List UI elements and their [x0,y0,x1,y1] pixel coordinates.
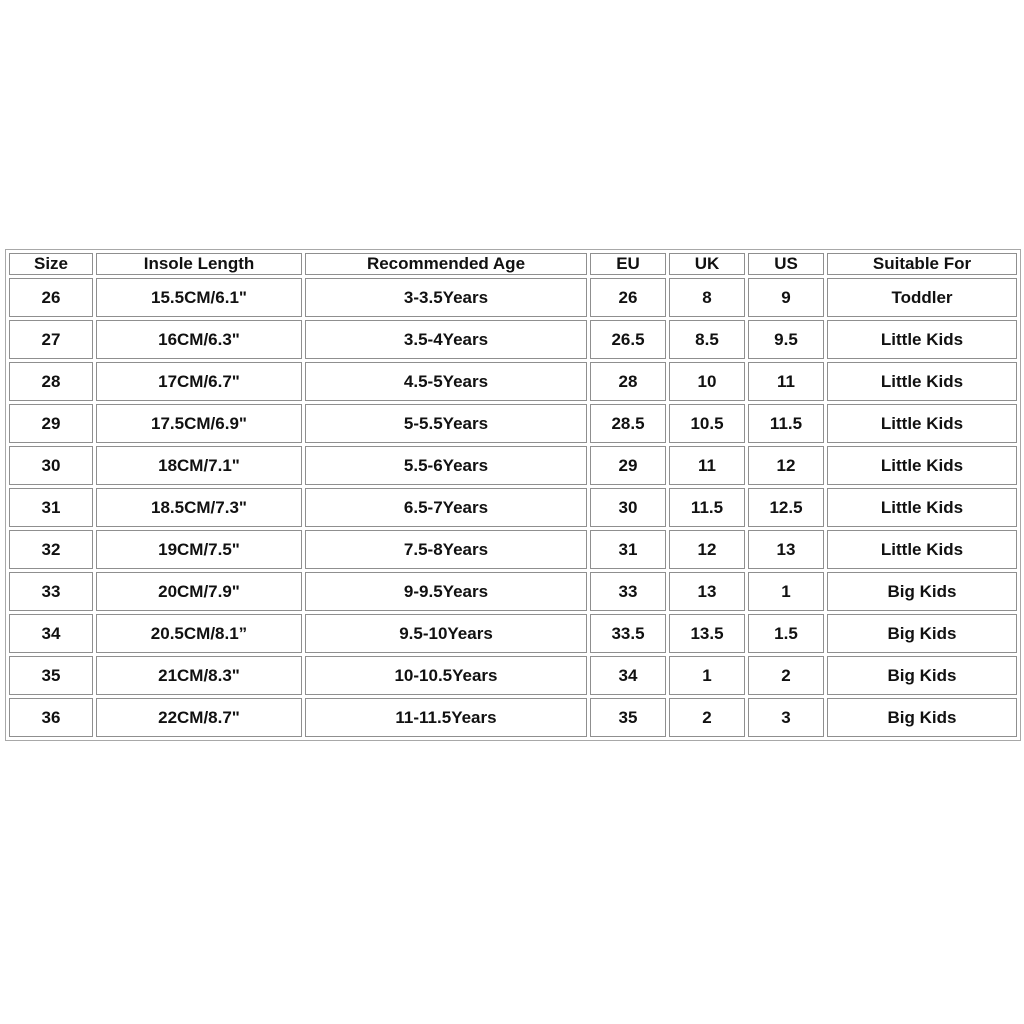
recommended-age-cell: 10-10.5Years [305,656,587,695]
suitable-for-cell: Big Kids [827,656,1017,695]
suitable-for-cell: Little Kids [827,446,1017,485]
uk-cell: 12 [669,530,745,569]
size-cell: 36 [9,698,93,737]
recommended-age-cell: 5-5.5Years [305,404,587,443]
insole-length-cell: 16CM/6.3" [96,320,302,359]
us-cell: 11.5 [748,404,824,443]
size-cell: 34 [9,614,93,653]
suitable-for-cell: Little Kids [827,404,1017,443]
table-row [9,446,1017,485]
recommended-age-cell: 11-11.5Years [305,698,587,737]
table-row [9,656,1017,695]
header-row [9,253,1017,275]
us-cell: 12.5 [748,488,824,527]
us-cell: 9.5 [748,320,824,359]
uk-cell: 13.5 [669,614,745,653]
us-cell: 1.5 [748,614,824,653]
table-row [9,362,1017,401]
insole-length-cell: 15.5CM/6.1" [96,278,302,317]
header-eu: EU [590,253,666,275]
suitable-for-cell: Little Kids [827,488,1017,527]
size-cell: 29 [9,404,93,443]
suitable-for-cell: Big Kids [827,572,1017,611]
insole-length-cell: 18.5CM/7.3" [96,488,302,527]
recommended-age-cell: 6.5-7Years [305,488,587,527]
size-cell: 26 [9,278,93,317]
us-cell: 2 [748,656,824,695]
table-row [9,278,1017,317]
size-cell: 31 [9,488,93,527]
insole-length-cell: 20CM/7.9" [96,572,302,611]
eu-cell: 34 [590,656,666,695]
header-size: Size [9,253,93,275]
us-cell: 12 [748,446,824,485]
header-us: US [748,253,824,275]
recommended-age-cell: 3-3.5Years [305,278,587,317]
us-cell: 11 [748,362,824,401]
table-row [9,698,1017,737]
header-recommended-age: Recommended Age [305,253,587,275]
eu-cell: 28.5 [590,404,666,443]
uk-cell: 10 [669,362,745,401]
header-uk: UK [669,253,745,275]
insole-length-cell: 20.5CM/8.1” [96,614,302,653]
size-cell: 35 [9,656,93,695]
recommended-age-cell: 9.5-10Years [305,614,587,653]
eu-cell: 26 [590,278,666,317]
eu-cell: 33 [590,572,666,611]
recommended-age-cell: 9-9.5Years [305,572,587,611]
table-row [9,530,1017,569]
us-cell: 3 [748,698,824,737]
eu-cell: 30 [590,488,666,527]
header-insole-length: Insole Length [96,253,302,275]
insole-length-cell: 21CM/8.3" [96,656,302,695]
eu-cell: 29 [590,446,666,485]
size-cell: 32 [9,530,93,569]
uk-cell: 1 [669,656,745,695]
uk-cell: 13 [669,572,745,611]
insole-length-cell: 17.5CM/6.9" [96,404,302,443]
size-cell: 28 [9,362,93,401]
us-cell: 13 [748,530,824,569]
eu-cell: 33.5 [590,614,666,653]
suitable-for-cell: Toddler [827,278,1017,317]
table-row [9,320,1017,359]
table-row [9,404,1017,443]
eu-cell: 26.5 [590,320,666,359]
insole-length-cell: 22CM/8.7" [96,698,302,737]
size-cell: 27 [9,320,93,359]
table-row [9,614,1017,653]
us-cell: 9 [748,278,824,317]
table-body [9,278,1017,737]
us-cell: 1 [748,572,824,611]
suitable-for-cell: Big Kids [827,698,1017,737]
recommended-age-cell: 5.5-6Years [305,446,587,485]
recommended-age-cell: 7.5-8Years [305,530,587,569]
uk-cell: 11 [669,446,745,485]
eu-cell: 28 [590,362,666,401]
suitable-for-cell: Little Kids [827,320,1017,359]
insole-length-cell: 18CM/7.1" [96,446,302,485]
eu-cell: 31 [590,530,666,569]
recommended-age-cell: 4.5-5Years [305,362,587,401]
suitable-for-cell: Little Kids [827,530,1017,569]
size-cell: 33 [9,572,93,611]
size-cell: 30 [9,446,93,485]
header-suitable-for: Suitable For [827,253,1017,275]
uk-cell: 10.5 [669,404,745,443]
uk-cell: 11.5 [669,488,745,527]
suitable-for-cell: Little Kids [827,362,1017,401]
eu-cell: 35 [590,698,666,737]
uk-cell: 8 [669,278,745,317]
recommended-age-cell: 3.5-4Years [305,320,587,359]
uk-cell: 8.5 [669,320,745,359]
uk-cell: 2 [669,698,745,737]
insole-length-cell: 17CM/6.7" [96,362,302,401]
size-chart-table [5,249,1021,741]
table-row [9,488,1017,527]
table-row [9,572,1017,611]
suitable-for-cell: Big Kids [827,614,1017,653]
insole-length-cell: 19CM/7.5" [96,530,302,569]
